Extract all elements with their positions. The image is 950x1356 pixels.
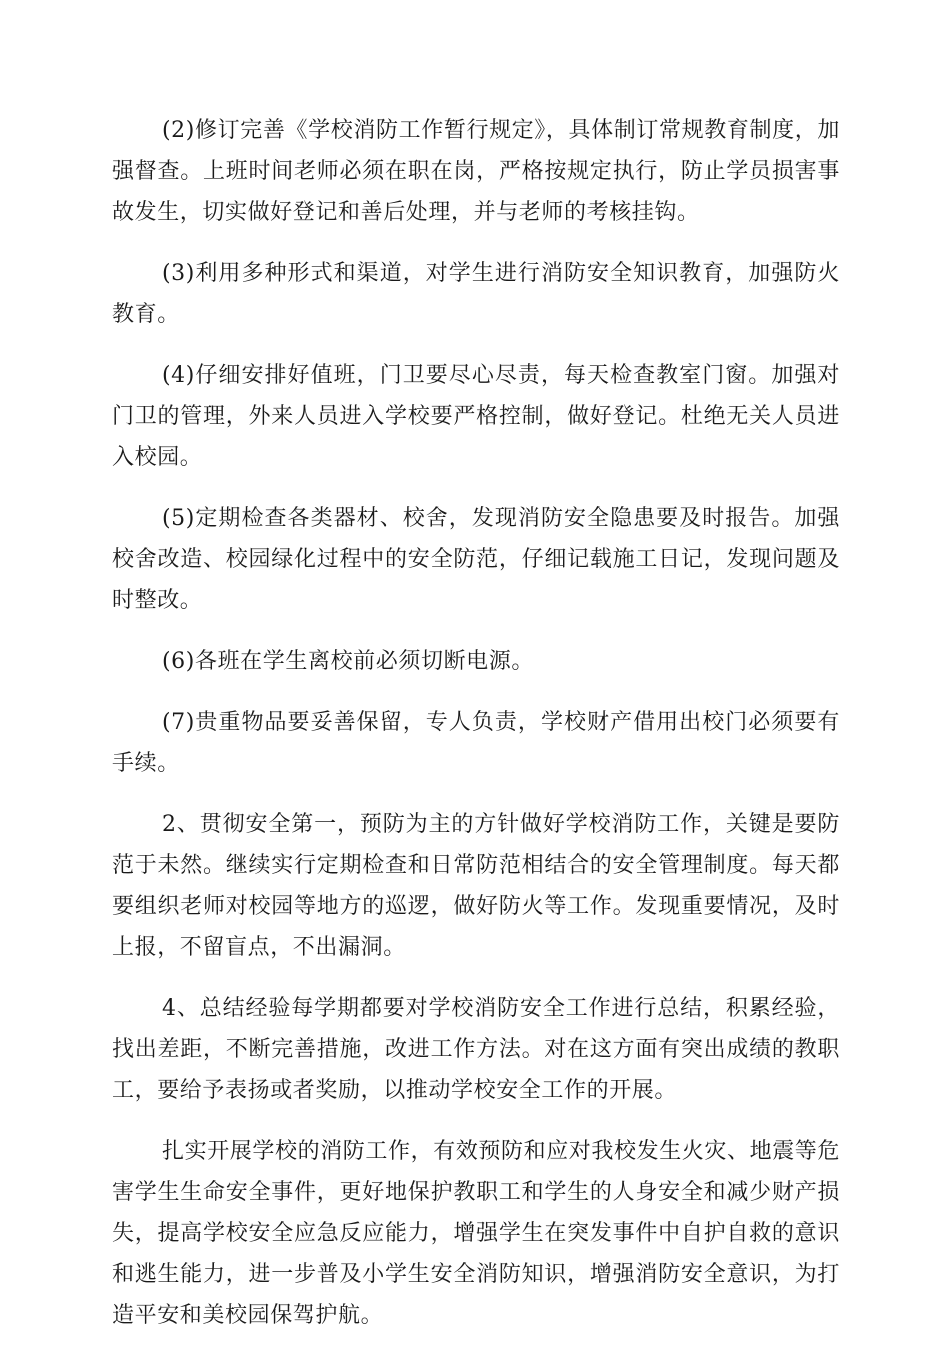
paragraph-item-7: (7)贵重物品要妥善保留，专人负责，学校财产借用出校门必须要有手续。 (112, 710, 840, 776)
paragraph-item-6: (6)各班在学生离校前必须切断电源。 (162, 649, 534, 674)
paragraph-item-5: (5)定期检查各类器材、校舍，发现消防安全隐患要及时报告。加强校舍改造、校园绿化过程中的安全防范，仔细记载施工日记，发现问题及时整改。 (112, 506, 840, 613)
paragraph-item-4: (4)仔细安排好值班，门卫要尽心尽责，每天检查教室门窗。加强对门卫的管理，外来人员进入学校要严格控制，做好登记。杜绝无关人员进入校园。 (112, 363, 840, 470)
document-page (112, 110, 840, 1356)
paragraph-item-2: (2)修订完善《学校消防工作暂行规定》，具体制订常规教育制度，加强督查。上班时间老师必须在职在岗，严格按规定执行，防止学员损害事故发生，切实做好登记和善后处理，并与老师的考核挂钩。 (112, 118, 840, 225)
paragraph-section-4: 4、总结经验每学期都要对学校消防安全工作进行总结，积累经验，找出差距，不断完善措施，改进工作方法。对在这方面有突出成绩的教职工，要给予表扬或者奖励，以推动学校安全工作的开展。 (112, 996, 840, 1103)
paragraph-section-2: 2、贯彻安全第一，预防为主的方针做好学校消防工作，关键是要防范于未然。继续实行定期检查和日常防范相结合的安全管理制度。每天都要组织老师对校园等地方的巡逻，做好防火等工作。发现重要情况，及时上报，不留盲点，不出漏洞。 (112, 812, 840, 960)
paragraph-closing: 扎实开展学校的消防工作，有效预防和应对我校发生火灾、地震等危害学生生命安全事件，更好地保护教职工和学生的人身安全和减少财产损失，提高学校安全应急反应能力，增强学生在突发事件中自护自救的意识和逃生能力，进一步普及小学生安全消防知识，增强消防安全意识，为打造平安和美校园保驾护航。 (112, 1139, 841, 1328)
paragraph-item-3: (3)利用多种形式和渠道，对学生进行消防安全知识教育，加强防火教育。 (112, 261, 840, 327)
